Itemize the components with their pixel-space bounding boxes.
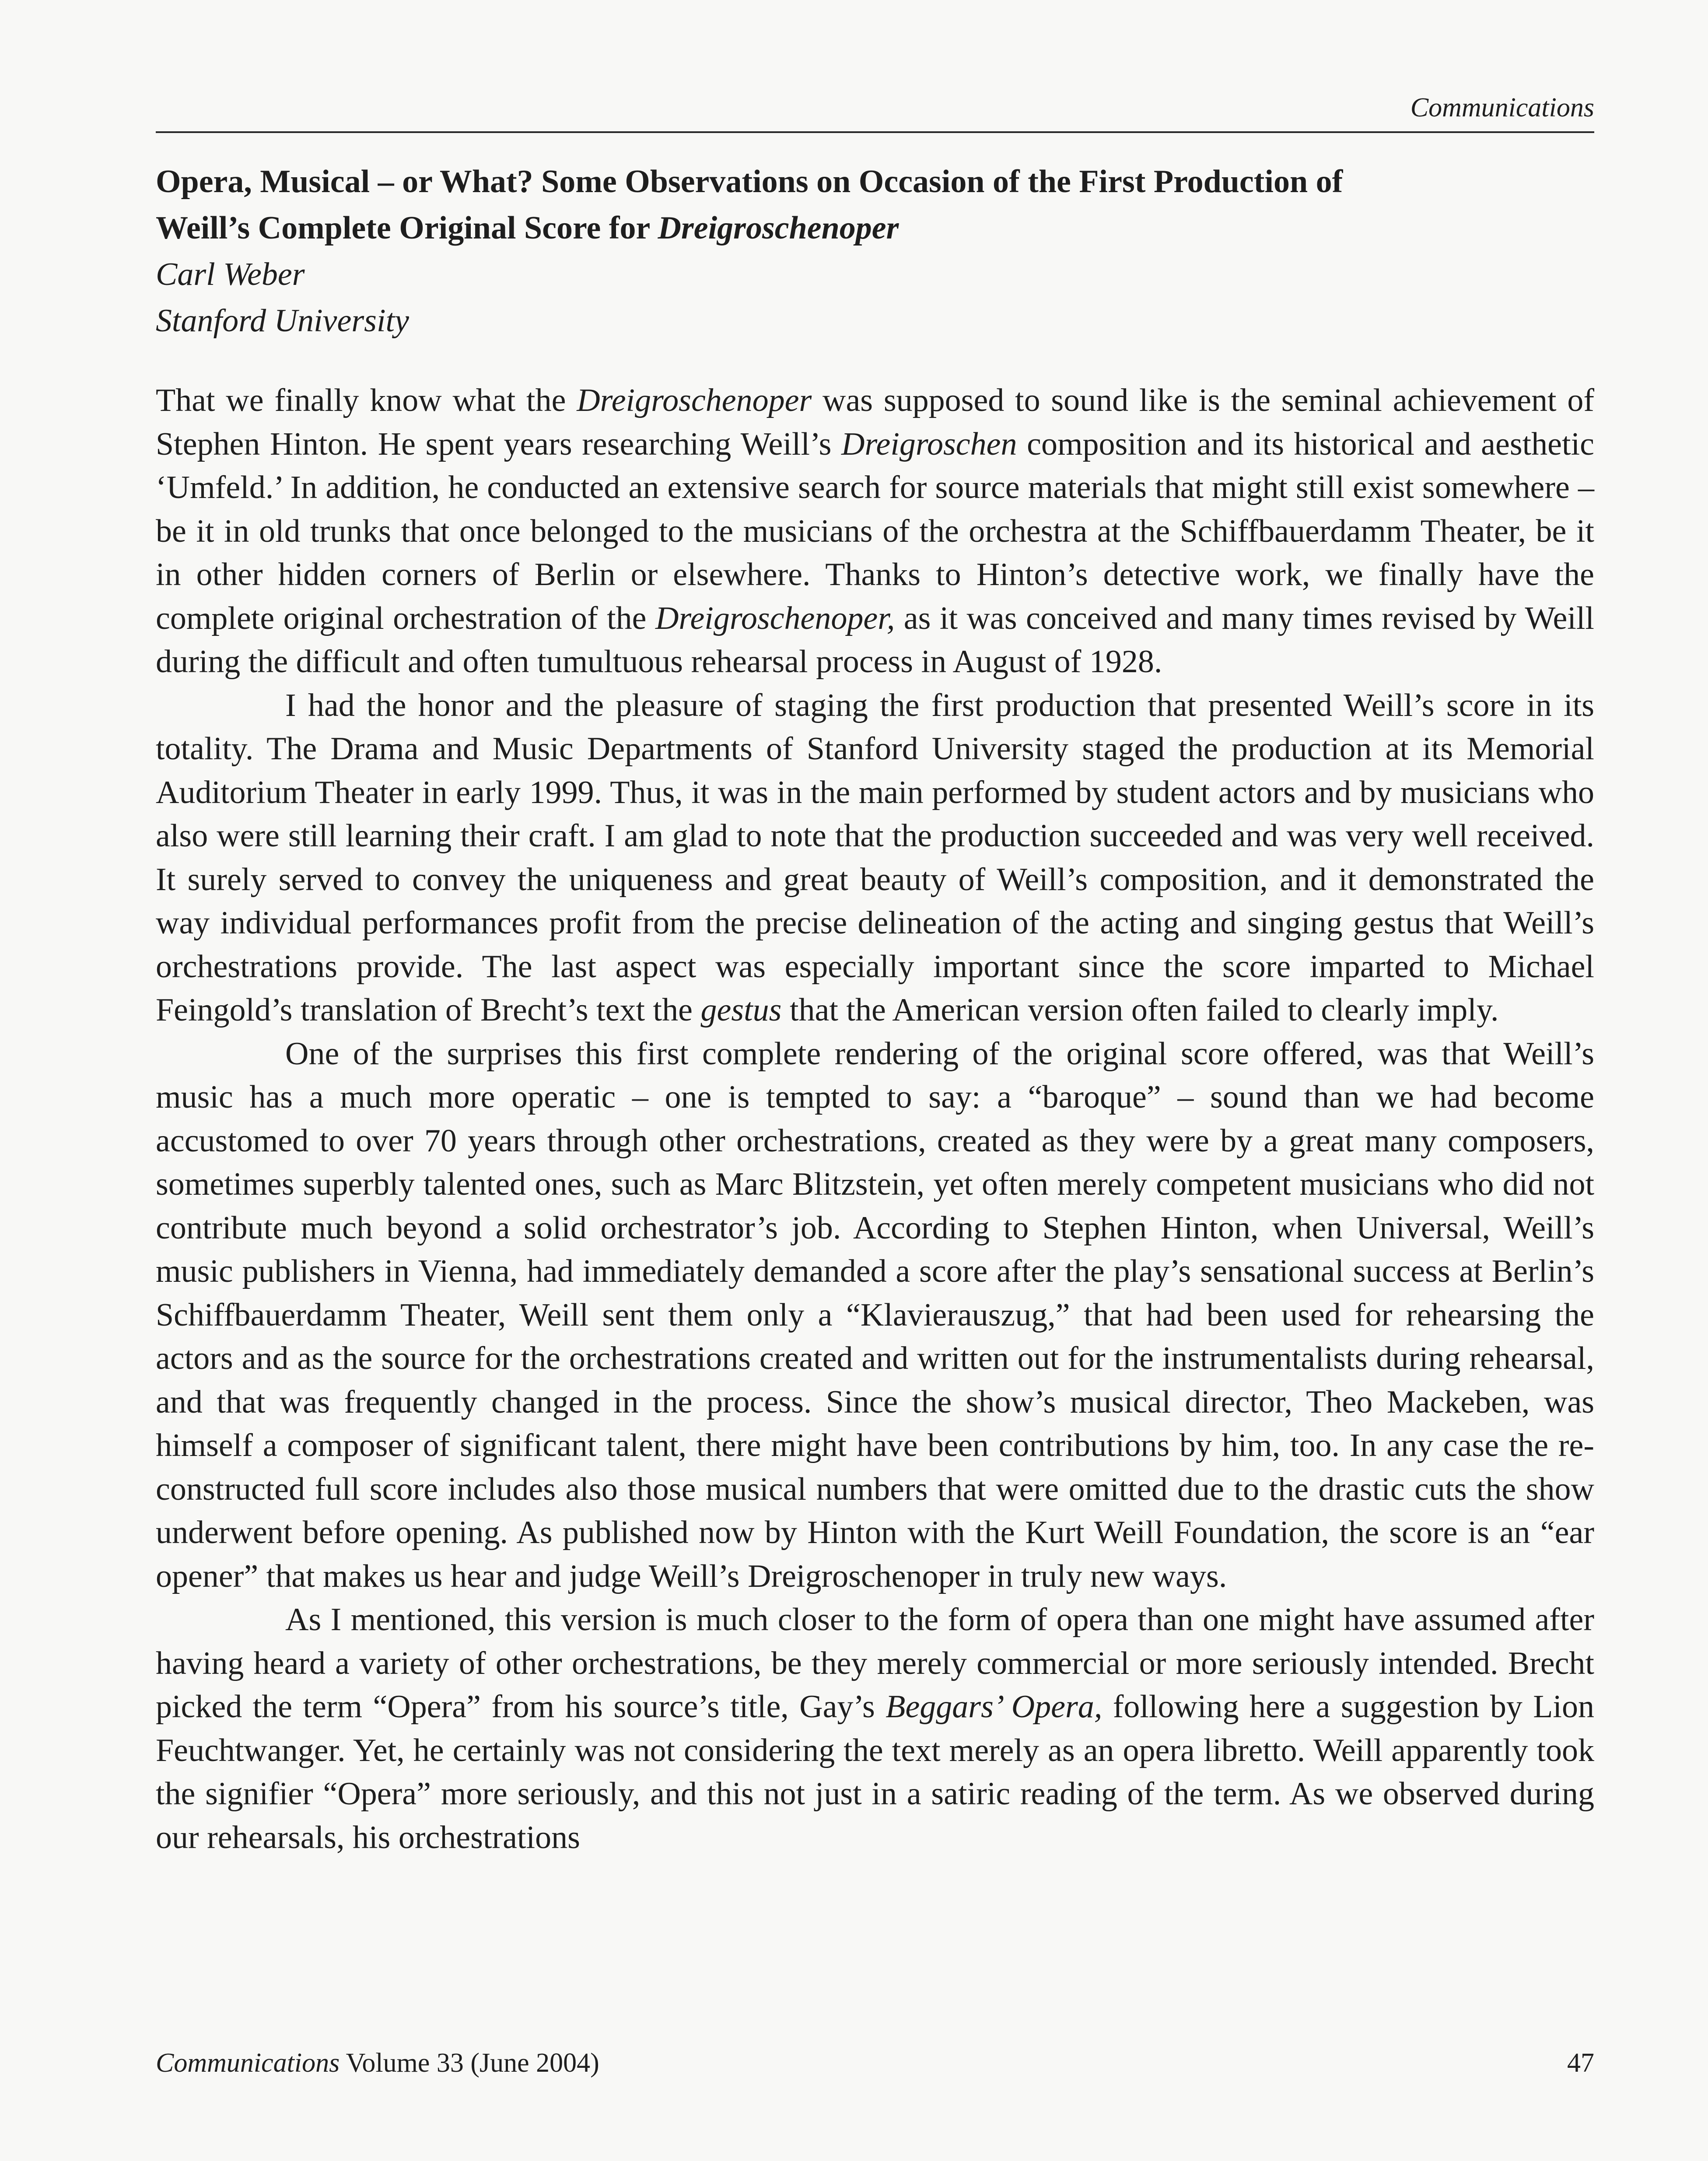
paragraph-3 [156, 1032, 1594, 1599]
paragraph-1-text: was supposed to sound like is the seminal achievement of Stephen Hinton. He spent years researching Weill’s [156, 382, 1595, 462]
paragraph-4-text: following here a suggestion by Lion Feuchtwanger. Yet, he certainly was not considering the text merely as an opera libretto. Weill apparently took the signifier “Opera” more seriously, and this not just in a satiric reading of the term. As we observed during our rehearsals, his orchestrations [156, 1689, 1594, 1856]
author-affiliation: Stanford University [156, 303, 409, 339]
footer-issue: Volume 33 (June 2004) [340, 2048, 599, 2078]
paragraph-1-italic-title: Dreigroschenoper, [655, 600, 895, 636]
article-body [156, 379, 1594, 1859]
footer-citation [156, 2048, 599, 2078]
paragraph-2-text: that the American version often failed to clearly imply. [781, 992, 1499, 1028]
paragraph-4 [156, 1598, 1594, 1859]
paragraph-4-italic-title: Beggars’ Opera, [886, 1689, 1102, 1725]
article-title-work: Dreigroschenoper [658, 210, 899, 246]
paragraph-4-text: As I mentioned, this version is much closer to the form of opera than one might have assumed after having heard a variety of other orchestrations, be they merely commercial or more seriously intended. Brecht picked the term “Opera” from his source’s title, Gay’s [156, 1602, 1594, 1725]
paragraph-2-text: I had the honor and the pleasure of staging the first production that presented Weill’s score in its totality. The Drama and Music Departments of Stanford University staged the production at its Memorial Auditorium Theater in early 1999. Thus, it was in the main performed by student actors and by musicians who also were still learning their craft. I am glad to note that the production succeeded and was very well received. It surely served to convey the uniqueness and great beauty of Weill’s composition, and it demonstrated the way individual performances profit from the precise delineation of the acting and singing gestus that Weill’s orchestrations provide. The last aspect was especially important since the score imparted to Michael Feingold’s translation of Brecht’s text the [156, 687, 1594, 1028]
paragraph-1-text: composition and its historical and aesthetic ‘Umfeld.’ In addition, he conducted an extensive search for source materials that might still exist somewhere – be it in old trunks that once belonged to the musicians of the orchestra at the Schiffbauerdamm Theater, be it in other hidden corners of Berlin or elsewhere. Thanks to Hinton’s detective work, we finally have the complete original orchestration of the [156, 426, 1594, 636]
header-rule [156, 131, 1594, 133]
paragraph-2-italic-term: gestus [700, 992, 782, 1028]
paragraph-1-text: That we finally know what the [156, 382, 577, 418]
footer-journal-name: Communications [156, 2048, 340, 2078]
page-number: 47 [1567, 2048, 1594, 2078]
article-title-line-1: Opera, Musical – or What? Some Observations on Occasion of the First Production of [156, 164, 1343, 200]
paragraph-1 [156, 379, 1594, 684]
article-title-prefix: Weill’s Complete Original Score for [156, 210, 658, 246]
paragraph-1-italic-title: Dreigroschenoper [577, 382, 812, 418]
running-header: Communications [1410, 93, 1594, 123]
article-title-line-2 [156, 205, 1600, 251]
paragraph-1-text: as it was conceived and many times revised by Weill during the difficult and often tumultuous rehearsal process in August of 1928. [156, 600, 1594, 680]
article-heading [156, 158, 1600, 344]
paragraph-3-text: One of the surprises this first complete rendering of the original score offered, was that Weill’s music has a much more operatic – one is tempted to say: a “baroque” – sound than we had become accustomed to over 70 years through other orchestrations, created as they were by a great many composers, sometimes superbly talented ones, such as Marc Blitzstein, yet often merely competent musicians who did not contribute much beyond a solid orchestrator’s job. According to Stephen Hinton, when Universal, Weill’s music publishers in Vienna, had immediately demanded a score after the play’s sensational success at Berlin’s Schiffbauerdamm Theater, Weill sent them only a “Klavierauszug,” that had been used for rehearsing the actors and as the source for the orchestrations created and written out for the instrumentalists during rehearsal, and that was frequently changed in the process. Since the show’s musical director, Theo Mackeben, was himself a composer of significant talent, there might have been contributions by him, too. In any case the re-constructed full score includes also those musical numbers that were omitted due to the drastic cuts the show underwent before opening. As published now by Hinton with the Kurt Weill Foundation, the score is an “ear opener” that makes us hear and judge Weill’s Dreigroschenoper in truly new ways. [156, 1035, 1594, 1594]
paragraph-1-italic-title: Dreigroschen [841, 426, 1017, 462]
paragraph-2 [156, 684, 1594, 1032]
author-name: Carl Weber [156, 256, 305, 292]
